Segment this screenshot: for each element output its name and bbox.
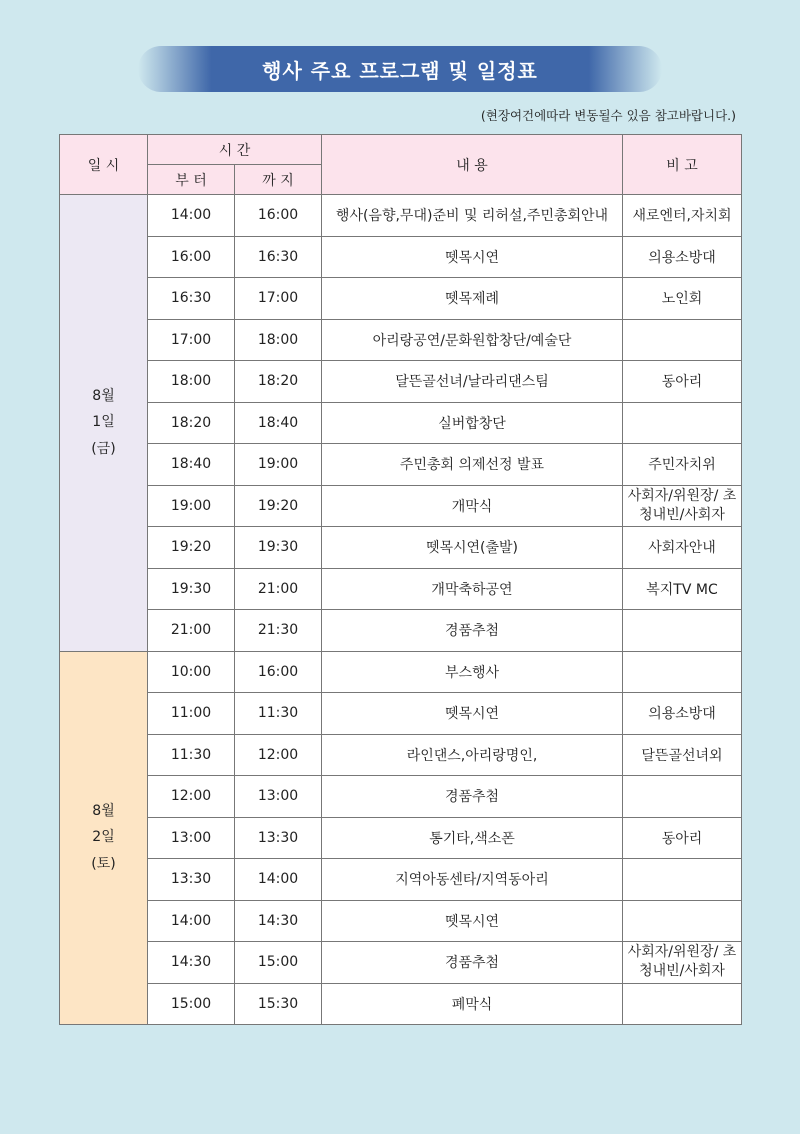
content-cell: 달뜬골선녀/날라리댄스팀 bbox=[322, 361, 623, 403]
table-row bbox=[60, 942, 742, 984]
remarks-cell bbox=[623, 983, 742, 1025]
content-cell: 개막식 bbox=[322, 485, 623, 527]
remarks-cell: 동아리 bbox=[623, 361, 742, 403]
remarks-cell bbox=[623, 859, 742, 901]
time-from-cell: 11:00 bbox=[148, 693, 235, 735]
remarks-cell: 동아리 bbox=[623, 817, 742, 859]
remarks-cell: 사회자/위원장/ 초청내빈/사회자 bbox=[623, 485, 742, 527]
content-cell: 뗏목시연 bbox=[322, 900, 623, 942]
schedule-table bbox=[59, 134, 742, 1025]
header-to: 까 지 bbox=[235, 165, 322, 195]
table-row bbox=[60, 900, 742, 942]
time-from-cell: 15:00 bbox=[148, 983, 235, 1025]
content-cell: 실버합창단 bbox=[322, 402, 623, 444]
time-to-cell: 19:20 bbox=[235, 485, 322, 527]
content-cell: 경품추첨 bbox=[322, 776, 623, 818]
time-from-cell: 18:20 bbox=[148, 402, 235, 444]
table-row bbox=[60, 610, 742, 652]
time-from-cell: 14:00 bbox=[148, 195, 235, 237]
remarks-cell: 의용소방대 bbox=[623, 693, 742, 735]
date-cell bbox=[60, 195, 148, 652]
time-from-cell: 16:30 bbox=[148, 278, 235, 320]
date-month: 8월 bbox=[92, 802, 115, 819]
time-to-cell: 12:00 bbox=[235, 734, 322, 776]
time-from-cell: 19:20 bbox=[148, 527, 235, 569]
header-from: 부 터 bbox=[148, 165, 235, 195]
remarks-cell bbox=[623, 776, 742, 818]
remarks-cell: 노인회 bbox=[623, 278, 742, 320]
time-from-cell: 14:30 bbox=[148, 942, 235, 984]
content-cell: 경품추첨 bbox=[322, 610, 623, 652]
content-cell: 행사(음향,무대)준비 및 리허설,주민총회안내 bbox=[322, 195, 623, 237]
table-row bbox=[60, 983, 742, 1025]
remarks-cell: 의용소방대 bbox=[623, 236, 742, 278]
date-day: 1일 bbox=[92, 414, 115, 431]
time-from-cell: 16:00 bbox=[148, 236, 235, 278]
table-row bbox=[60, 859, 742, 901]
time-from-cell: 19:00 bbox=[148, 485, 235, 527]
remarks-cell bbox=[623, 900, 742, 942]
time-to-cell: 16:30 bbox=[235, 236, 322, 278]
content-cell: 뗏목시연 bbox=[322, 693, 623, 735]
remarks-cell bbox=[623, 610, 742, 652]
content-cell: 주민총회 의제선정 발표 bbox=[322, 444, 623, 486]
table-row bbox=[60, 195, 742, 237]
table-row bbox=[60, 236, 742, 278]
remarks-cell: 새로엔터,자치회 bbox=[623, 195, 742, 237]
table-row bbox=[60, 776, 742, 818]
table-row bbox=[60, 693, 742, 735]
time-to-cell: 14:30 bbox=[235, 900, 322, 942]
time-to-cell: 21:30 bbox=[235, 610, 322, 652]
date-weekday: (토) bbox=[91, 856, 116, 873]
time-from-cell: 10:00 bbox=[148, 651, 235, 693]
date-month: 8월 bbox=[92, 387, 115, 404]
remarks-cell: 달뜬골선녀외 bbox=[623, 734, 742, 776]
time-to-cell: 17:00 bbox=[235, 278, 322, 320]
time-to-cell: 15:00 bbox=[235, 942, 322, 984]
time-from-cell: 19:30 bbox=[148, 568, 235, 610]
table-row bbox=[60, 402, 742, 444]
table-row bbox=[60, 527, 742, 569]
content-cell: 지역아동센타/지역동아리 bbox=[322, 859, 623, 901]
time-to-cell: 18:00 bbox=[235, 319, 322, 361]
content-cell: 뗏목시연 bbox=[322, 236, 623, 278]
time-to-cell: 14:00 bbox=[235, 859, 322, 901]
time-to-cell: 18:20 bbox=[235, 361, 322, 403]
remarks-cell: 사회자안내 bbox=[623, 527, 742, 569]
table-row bbox=[60, 568, 742, 610]
time-from-cell: 14:00 bbox=[148, 900, 235, 942]
remarks-cell: 복지TV MC bbox=[623, 568, 742, 610]
time-from-cell: 18:00 bbox=[148, 361, 235, 403]
notice-text: (현장여건에따라 변동될수 있음 참고바랍니다.) bbox=[480, 108, 736, 123]
table-row bbox=[60, 361, 742, 403]
table-row bbox=[60, 734, 742, 776]
table-row bbox=[60, 651, 742, 693]
time-to-cell: 11:30 bbox=[235, 693, 322, 735]
header-content: 내 용 bbox=[322, 135, 623, 195]
content-cell: 뗏목시연(출발) bbox=[322, 527, 623, 569]
time-to-cell: 16:00 bbox=[235, 195, 322, 237]
content-cell: 통기타,색소폰 bbox=[322, 817, 623, 859]
table-row bbox=[60, 319, 742, 361]
date-weekday: (금) bbox=[91, 441, 116, 458]
remarks-cell bbox=[623, 651, 742, 693]
content-cell: 폐막식 bbox=[322, 983, 623, 1025]
time-to-cell: 21:00 bbox=[235, 568, 322, 610]
page-title: 행사 주요 프로그램 및 일정표 bbox=[262, 58, 538, 83]
title-banner bbox=[138, 46, 662, 92]
time-from-cell: 11:30 bbox=[148, 734, 235, 776]
content-cell: 뗏목제례 bbox=[322, 278, 623, 320]
date-cell bbox=[60, 651, 148, 1025]
time-to-cell: 13:30 bbox=[235, 817, 322, 859]
time-to-cell: 19:00 bbox=[235, 444, 322, 486]
time-from-cell: 18:40 bbox=[148, 444, 235, 486]
table-row bbox=[60, 817, 742, 859]
content-cell: 아리랑공연/문화원합창단/예술단 bbox=[322, 319, 623, 361]
time-from-cell: 21:00 bbox=[148, 610, 235, 652]
header-date: 일 시 bbox=[60, 135, 148, 195]
table-row bbox=[60, 278, 742, 320]
content-cell: 라인댄스,아리랑명인, bbox=[322, 734, 623, 776]
remarks-cell bbox=[623, 319, 742, 361]
time-to-cell: 16:00 bbox=[235, 651, 322, 693]
time-to-cell: 13:00 bbox=[235, 776, 322, 818]
time-from-cell: 13:00 bbox=[148, 817, 235, 859]
remarks-cell: 주민자치위 bbox=[623, 444, 742, 486]
table-row bbox=[60, 444, 742, 486]
content-cell: 경품추첨 bbox=[322, 942, 623, 984]
header-remarks: 비 고 bbox=[623, 135, 742, 195]
time-to-cell: 19:30 bbox=[235, 527, 322, 569]
time-from-cell: 12:00 bbox=[148, 776, 235, 818]
remarks-cell: 사회자/위원장/ 초청내빈/사회자 bbox=[623, 942, 742, 984]
remarks-cell bbox=[623, 402, 742, 444]
time-from-cell: 13:30 bbox=[148, 859, 235, 901]
content-cell: 개막축하공연 bbox=[322, 568, 623, 610]
time-from-cell: 17:00 bbox=[148, 319, 235, 361]
content-cell: 부스행사 bbox=[322, 651, 623, 693]
time-to-cell: 15:30 bbox=[235, 983, 322, 1025]
date-day: 2일 bbox=[92, 829, 115, 846]
table-row bbox=[60, 485, 742, 527]
time-to-cell: 18:40 bbox=[235, 402, 322, 444]
header-time: 시 간 bbox=[148, 135, 322, 165]
